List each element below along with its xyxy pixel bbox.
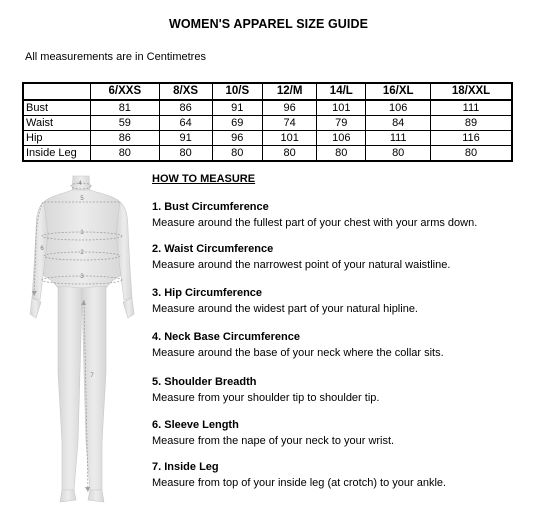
step-title: 6. Sleeve Length <box>152 419 239 431</box>
units-note: All measurements are in Centimetres <box>25 51 206 63</box>
size-table <box>22 82 513 162</box>
table-row <box>23 100 512 116</box>
step-waist <box>152 243 532 272</box>
table-cell: 111 <box>366 131 431 146</box>
table-cell: 80 <box>263 146 317 162</box>
table-cell: 80 <box>159 146 212 162</box>
table-cell: 69 <box>212 116 262 131</box>
step-description: Measure around the fullest part of your chest with your arms down. <box>152 217 478 229</box>
label-hip: 3 <box>80 274 84 280</box>
column-header: 18/XXL <box>431 83 512 100</box>
column-header: 16/XL <box>366 83 431 100</box>
table-cell: 80 <box>366 146 431 162</box>
step-description: Measure from top of your inside leg (at crotch) to your ankle. <box>152 477 447 489</box>
table-cell: 101 <box>317 100 366 116</box>
column-header: 6/XXS <box>91 83 160 100</box>
table-row <box>23 146 512 162</box>
step-description: Measure around the base of your neck where the collar sits. <box>152 347 444 359</box>
table-cell: 89 <box>431 116 512 131</box>
table-cell: 80 <box>431 146 512 162</box>
body-silhouette <box>30 176 134 502</box>
table-cell: 101 <box>263 131 317 146</box>
table-cell: 96 <box>212 131 262 146</box>
column-header: 14/L <box>317 83 366 100</box>
table-cell: 74 <box>263 116 317 131</box>
table-cell: 81 <box>91 100 160 116</box>
column-header: 10/S <box>212 83 262 100</box>
page-title: WOMEN'S APPAREL SIZE GUIDE <box>168 17 369 31</box>
table-cell: 116 <box>431 131 512 146</box>
step-description: Measure around the widest part of your natural hipline. <box>152 303 418 315</box>
step-title: 2. Waist Circumference <box>152 243 274 255</box>
step-title: 7. Inside Leg <box>152 461 219 473</box>
step-description: Measure around the narrowest point of your natural waistline. <box>152 259 451 271</box>
step-title: 3. Hip Circumference <box>152 287 263 299</box>
table-cell: 86 <box>91 131 160 146</box>
table-cell: 91 <box>212 100 262 116</box>
step-neck <box>152 331 532 360</box>
label-sleeve: 6 <box>40 246 44 252</box>
how-to-measure-heading: HOW TO MEASURE <box>152 173 256 185</box>
row-label: Waist <box>23 116 91 131</box>
column-header: 12/M <box>263 83 317 100</box>
table-cell: 79 <box>317 116 366 131</box>
label-waist: 2 <box>80 250 84 256</box>
body-figure-illustration <box>22 172 142 508</box>
column-header: 8/XS <box>159 83 212 100</box>
table-cell: 64 <box>159 116 212 131</box>
table-header-row <box>23 83 512 100</box>
step-title: 4. Neck Base Circumference <box>152 331 300 343</box>
table-row <box>23 131 512 146</box>
row-label: Hip <box>23 131 91 146</box>
row-label: Bust <box>23 100 91 116</box>
step-hip <box>152 287 532 316</box>
step-bust <box>152 201 532 230</box>
label-bust: 1 <box>80 230 84 236</box>
step-sleeve <box>152 419 532 448</box>
table-cell: 106 <box>366 100 431 116</box>
step-title: 5. Shoulder Breadth <box>152 376 257 388</box>
table-cell: 96 <box>263 100 317 116</box>
table-cell: 80 <box>91 146 160 162</box>
table-cell: 111 <box>431 100 512 116</box>
step-shoulder <box>152 376 532 405</box>
step-inside-leg <box>152 461 532 490</box>
label-inside-leg: 7 <box>90 373 94 379</box>
step-description: Measure from the nape of your neck to your wrist. <box>152 435 395 447</box>
table-row <box>23 116 512 131</box>
table-cell: 91 <box>159 131 212 146</box>
row-label: Inside Leg <box>23 146 91 162</box>
label-shoulder: 5 <box>80 196 84 202</box>
table-cell: 106 <box>317 131 366 146</box>
table-cell: 80 <box>317 146 366 162</box>
table-cell: 59 <box>91 116 160 131</box>
table-cell: 80 <box>212 146 262 162</box>
table-corner-cell <box>23 83 91 100</box>
table-cell: 86 <box>159 100 212 116</box>
step-description: Measure from your shoulder tip to shoulder tip. <box>152 392 380 404</box>
label-neck: 4 <box>78 181 82 187</box>
table-cell: 84 <box>366 116 431 131</box>
step-title: 1. Bust Circumference <box>152 201 269 213</box>
